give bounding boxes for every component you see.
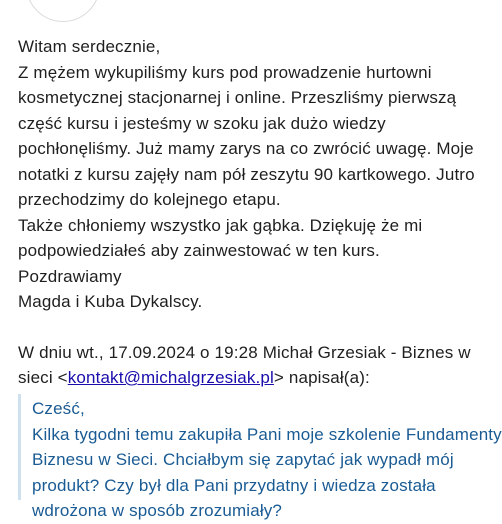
reply-header-line: W dniu wt., 17.09.2024 o 19:28 Michał Grzesiak - Biznes w <box>18 342 471 362</box>
quoted-line: Biznesu w Sieci. Chciałbym się zapytać jak wypadł mój <box>32 450 454 469</box>
quoted-line: produkt? Czy był dla Pani przydatny i wiedza została <box>32 475 436 495</box>
quoted-line: Cześć, <box>32 399 85 418</box>
reply-header-line <box>18 365 492 391</box>
body-line: Witam serdecznie, <box>18 37 161 56</box>
body-line: Także chłoniemy wszystko jak gąbka. Dziękuję że mi <box>18 215 423 235</box>
paragraph-spacer <box>18 315 492 340</box>
reply-header-prefix: sieci < <box>18 368 68 387</box>
body-line: notatki z kursu zajęły nam pół zeszytu 90 kartkowego. Jutro <box>18 164 475 184</box>
quoted-line: wdrożona w sposób zrozumiały? <box>32 501 283 520</box>
body-line: podpowiedziałeś aby zainwestować w ten kurs. <box>18 241 380 260</box>
quoted-message-text <box>21 394 502 524</box>
reply-header-suffix: > napisał(a): <box>273 368 370 387</box>
quoted-message <box>18 394 502 520</box>
signature-line: Magda i Kuba Dykalscy. <box>18 292 203 311</box>
body-line: kosmetycznej stacjonarnej i online. Przeszliśmy pierwszą <box>18 88 457 107</box>
body-line: pochłonęliśmy. Już mamy zarys na co zwrócić uwagę. Moje <box>18 139 474 158</box>
body-line: przechodzimy do kolejnego etapu. <box>18 190 281 209</box>
body-line: część kursu i jesteśmy w szoku jak dużo wiedzy <box>18 113 386 133</box>
sender-avatar <box>26 0 100 22</box>
closing-line: Pozdrawiamy <box>18 266 122 286</box>
email-message-body <box>18 34 492 391</box>
body-line: Z mężem wykupiliśmy kurs pod prowadzenie hurtowni <box>18 62 432 82</box>
quoted-line: Kilka tygodni temu zakupiła Pani moje szkolenie Fundamenty <box>32 424 502 444</box>
sender-email-link[interactable]: kontakt@michalgrzesiak.pl <box>67 368 274 387</box>
